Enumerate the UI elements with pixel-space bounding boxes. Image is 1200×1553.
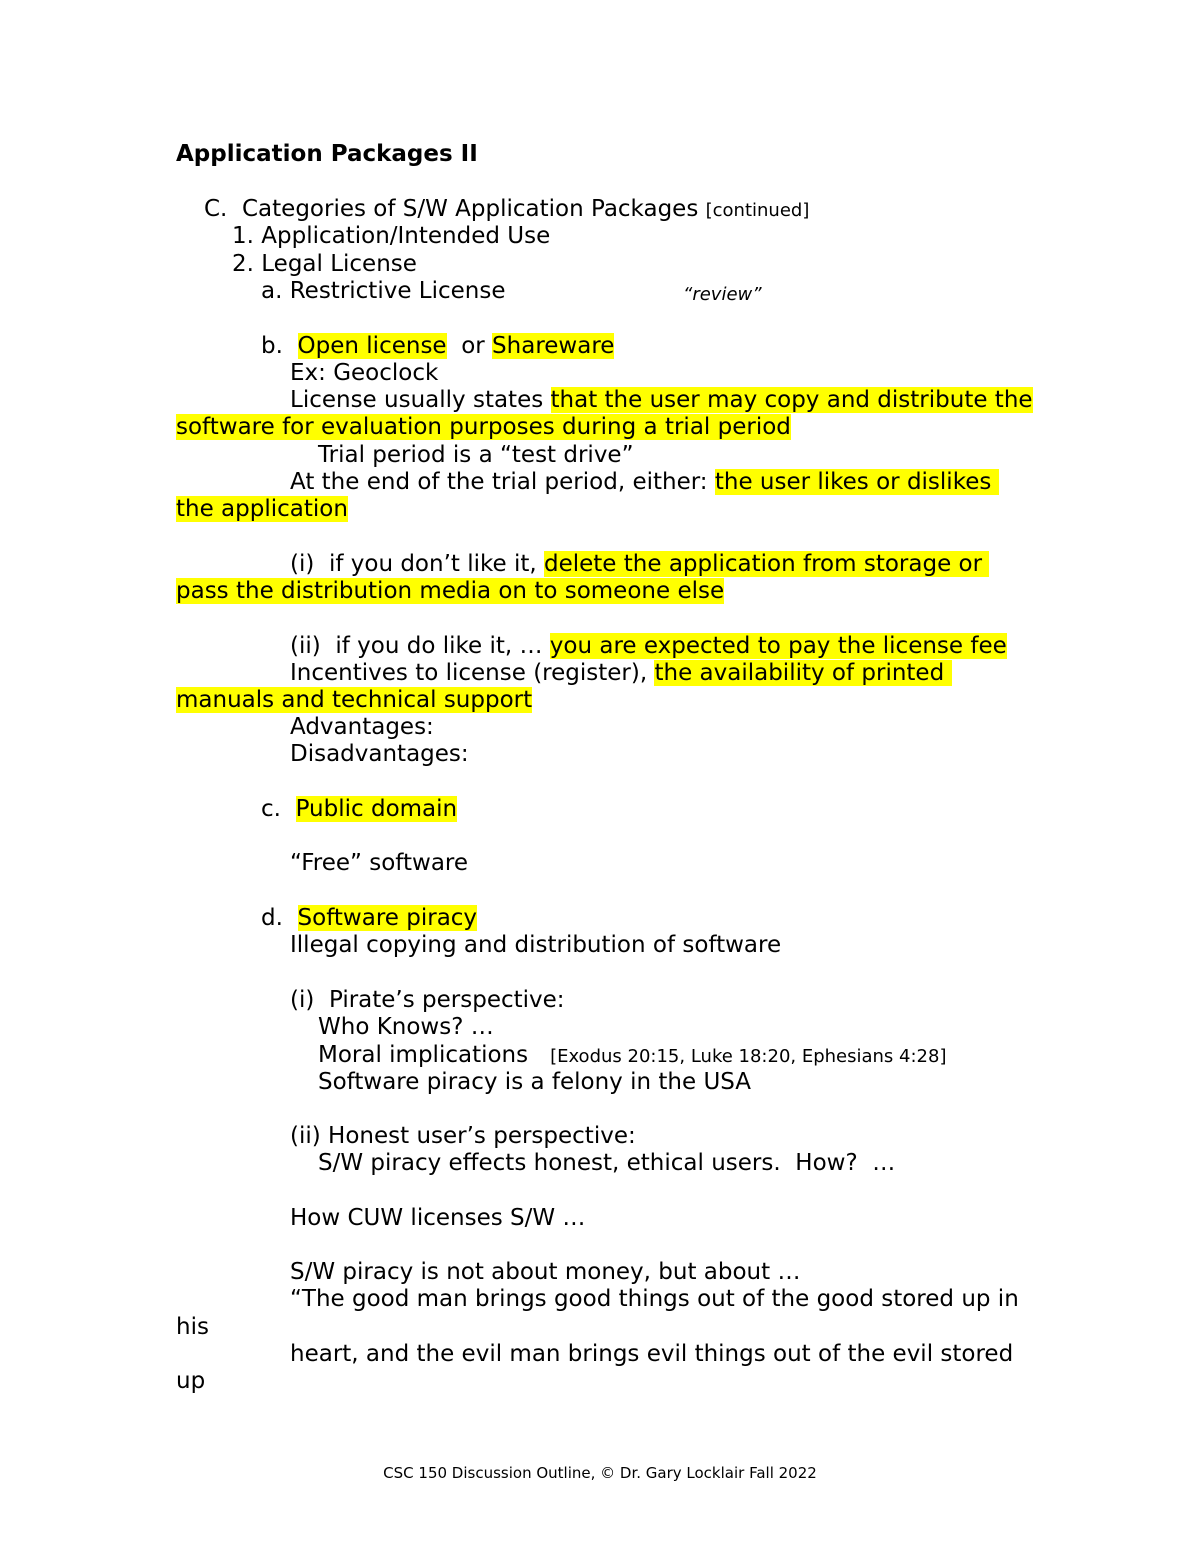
like-lead: (ii) if you do like it, …: [290, 633, 550, 659]
license-highlight-2: software for evaluation purposes during a trial period: [176, 414, 791, 440]
dislike-line: [290, 551, 989, 578]
continued-note: [continued]: [705, 200, 810, 221]
piracy-about: S/W piracy is not about money, but about …: [290, 1259, 801, 1285]
cuw-licenses: How CUW licenses S/W …: [290, 1205, 586, 1231]
open-license-term: Open license: [297, 333, 447, 359]
quote-line-2-wrap: up: [176, 1368, 206, 1394]
disadvantages: Disadvantages:: [290, 741, 469, 767]
page-title: Application Packages II: [176, 141, 478, 167]
incentives-highlight-1: the availability of printed: [654, 660, 952, 686]
marker-c: c.: [261, 796, 296, 822]
dislike-lead: (i) if you don’t like it,: [290, 551, 544, 577]
like-highlight: you are expected to pay the license fee: [549, 633, 1007, 659]
or-word: or: [446, 333, 493, 359]
license-lead: License usually states: [290, 387, 551, 413]
trial-end-highlight-2: the application: [176, 496, 348, 522]
software-piracy-term: Software piracy: [297, 905, 478, 931]
geoclock-example: Ex: Geoclock: [290, 360, 439, 386]
felony-statement: Software piracy is a felony in the USA: [318, 1069, 752, 1095]
restrictive-license: a. Restrictive License: [261, 278, 506, 304]
free-software: “Free” software: [290, 850, 469, 876]
honest-perspective-heading: (ii) Honest user’s perspective:: [290, 1123, 636, 1149]
item-legal-license: 2. Legal License: [232, 251, 417, 277]
license-states-line: [290, 387, 1033, 414]
dislike-wrap: [176, 578, 724, 605]
dislike-highlight-1: delete the application from storage or: [544, 551, 990, 577]
license-states-wrap: [176, 414, 791, 441]
page-footer: CSC 150 Discussion Outline, © Dr. Gary Locklair Fall 2022: [383, 1464, 817, 1482]
section-c-heading-text: C. Categories of S/W Application Packages: [204, 196, 699, 222]
review-note: “review”: [683, 284, 762, 305]
public-domain-heading: [261, 796, 457, 823]
license-highlight-1: that the user may copy and distribute the: [550, 387, 1033, 413]
incentives-highlight-2: manuals and technical support: [176, 687, 533, 713]
marker-b: b.: [261, 333, 298, 359]
trial-end-line: [290, 469, 999, 496]
like-line: [290, 633, 1007, 660]
incentives-line: [290, 660, 952, 687]
incentives-wrap: [176, 687, 532, 714]
trial-end-highlight-1: the user likes or dislikes: [714, 469, 999, 495]
marker-d: d.: [261, 905, 298, 931]
moral-implications: Moral implications: [318, 1042, 529, 1068]
moral-implications-line: [318, 1042, 946, 1070]
trial-end-wrap: [176, 496, 348, 523]
software-piracy-heading: [261, 905, 477, 932]
advantages: Advantages:: [290, 714, 434, 740]
item-application-use: 1. Application/Intended Use: [232, 223, 551, 249]
piracy-definition: Illegal copying and distribution of software: [290, 932, 782, 958]
trial-period: Trial period is a “test drive”: [318, 442, 634, 468]
section-c-heading: [204, 196, 809, 224]
quote-line-1-wrap: his: [176, 1314, 209, 1340]
dislike-highlight-2: pass the distribution media on to someone else: [176, 578, 725, 604]
quote-line-2: heart, and the evil man brings evil things out of the evil stored: [290, 1341, 1014, 1367]
open-license-heading: [261, 333, 614, 360]
pirate-perspective-heading: (i) Pirate’s perspective:: [290, 987, 565, 1013]
quote-line-1: “The good man brings good things out of the good stored up in: [290, 1286, 1019, 1312]
who-knows: Who Knows? …: [318, 1014, 494, 1040]
incentives-lead: Incentives to license (register),: [290, 660, 655, 686]
honest-effect: S/W piracy effects honest, ethical users. How? …: [318, 1150, 896, 1176]
scripture-references: [Exodus 20:15, Luke 18:20, Ephesians 4:28]: [550, 1046, 947, 1067]
trial-end-lead: At the end of the trial period, either:: [290, 469, 715, 495]
public-domain-term: Public domain: [295, 796, 458, 822]
shareware-term: Shareware: [492, 333, 615, 359]
